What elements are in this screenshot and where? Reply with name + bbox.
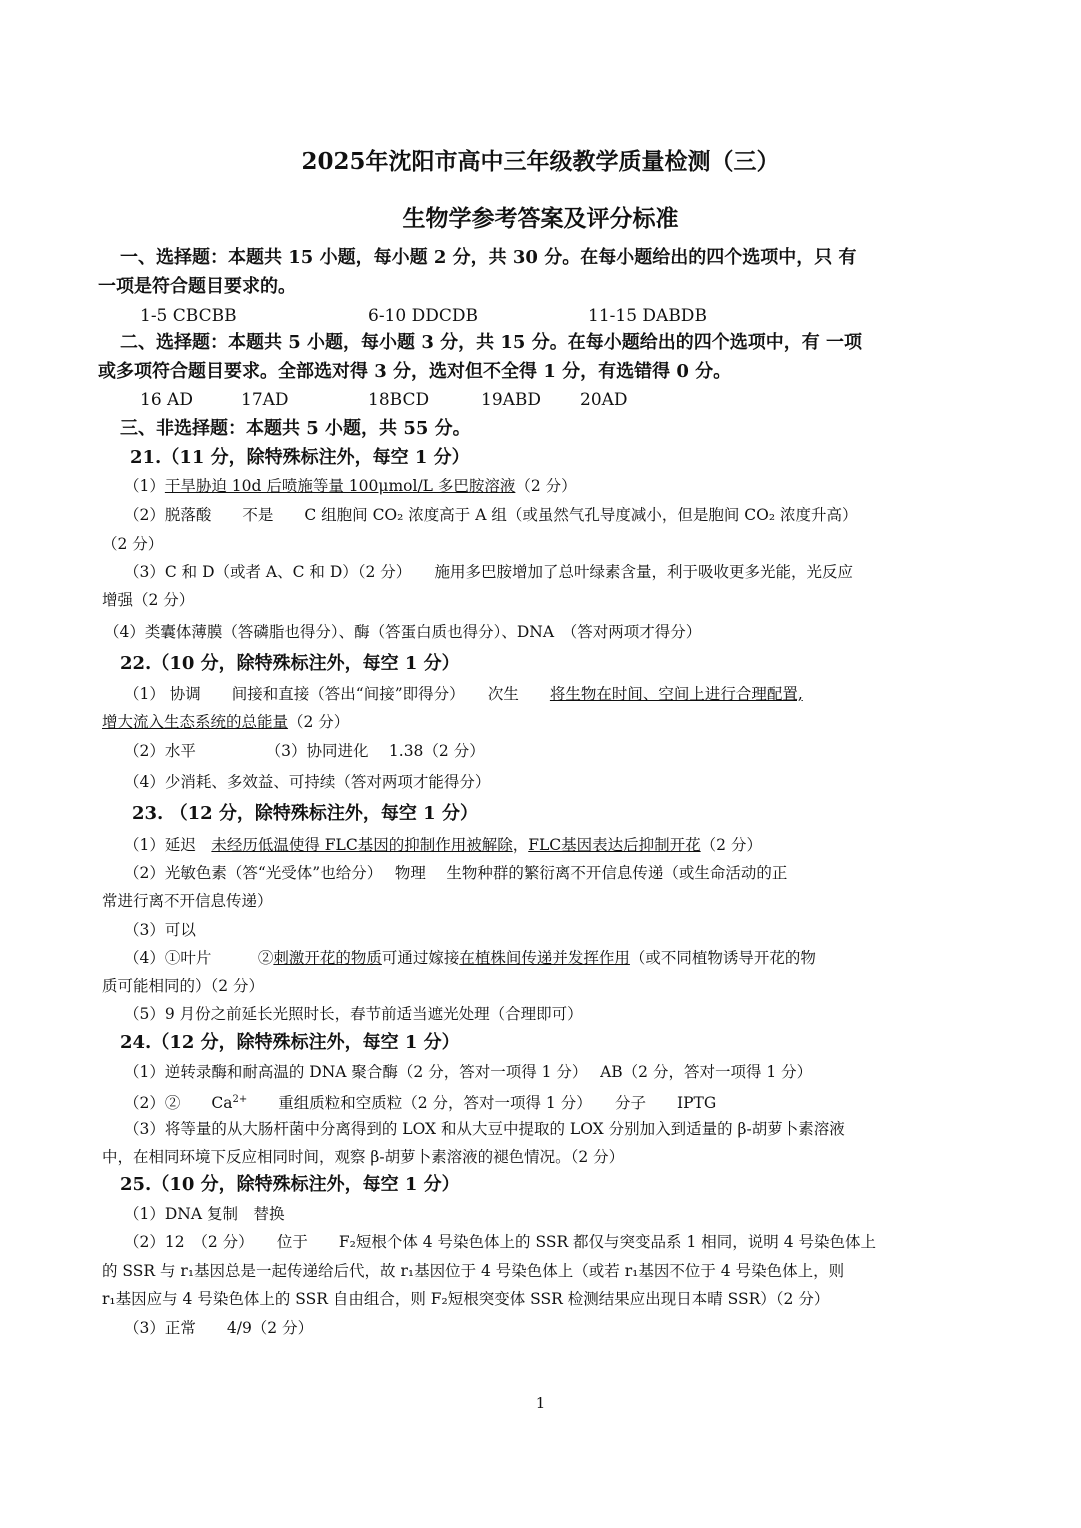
q24-answer-2: （2）② $Ca^{2+}$ 重组质粒和空质粒（2 分，答对一项得 1 分） 分子 IPTG (124, 1094, 717, 1113)
q22-answer-4: （4）少消耗、多效益、可持续（答对两项才能得分） (124, 773, 491, 791)
q21-answer-4: （4）类囊体薄膜（答磷脂也得分）、酶（答蛋白质也得分）、DNA （答对两项才得分） (104, 623, 702, 641)
q21-heading: 21.（11 分，除特殊标注外，每空 1 分） (130, 447, 470, 468)
q25-answer-1: （1）DNA 复制 替换 (124, 1205, 285, 1223)
q24-answer-3-line1: （3）将等量的从大肠杆菌中分离得到的 LOX 和从大豆中提取的 LOX 分别加入到适量的 β-胡萝卜素溶液 (124, 1120, 845, 1138)
q25-answer-3: （3）正常 4/9（2 分） (124, 1319, 314, 1337)
q23-answer-2-line1: （2）光敏色素（答“光受体”也给分） 物理 生物种群的繁衍离不开信息传递（或生命活动的正 (124, 864, 788, 882)
q22-answer-2-3: （2）水平 （3）协同进化 1.38（2 分） (124, 742, 485, 760)
q21-answer-2-line1: （2）脱落酸 不是 C 组胞间 CO₂ 浓度高于 A 组（或虽然气孔导度减小，但是胞间 CO₂ 浓度升高） (124, 506, 858, 524)
q21-answer-3-line1: （3）C 和 D（或者 A、C 和 D）（2 分） 施用多巴胺增加了总叶绿素含量，利于吸收更多光能，光反应 (124, 563, 854, 581)
q25-answer-2-line2: 的 SSR 与 r₁基因总是一起传递给后代，故 r₁基因位于 4 号染色体上（或若 r₁基因不位于 4 号染色体上，则 (102, 1262, 845, 1280)
section1-intro-line2: 一项是符合题目要求的。 (98, 276, 296, 297)
q25-heading: 25.（10 分，除特殊标注外，每空 1 分） (120, 1174, 460, 1195)
q24-heading: 24.（12 分，除特殊标注外，每空 1 分） (120, 1032, 460, 1053)
answer-11-15: 11-15 DABDB (588, 306, 707, 326)
q24-answer-3-line2: 中，在相同环境下反应相同时间，观察 β-胡萝卜素溶液的褪色情况。（2 分） (102, 1148, 625, 1166)
q23-answer-3: （3）可以 (124, 921, 196, 939)
section3-intro: 三、非选择题：本题共 5 小题，共 55 分。 (120, 418, 471, 439)
page-title: 2025年沈阳市高中三年级教学质量检测（三） (301, 148, 780, 175)
section2-intro-line2: 或多项符合题目要求。全部选对得 3 分，选对但不全得 1 分，有选错得 0 分。 (98, 361, 732, 382)
answer-16: 16 AD (140, 390, 193, 410)
q23-answer-1: （1）延迟 未经历低温使得 FLC基因的抑制作用被解除，FLC基因表达后抑制开花（2 分） (124, 836, 762, 854)
q23-answer-4-line1: （4）①叶片 ②刺激开花的物质可通过嫁接在植株间传递并发挥作用（或不同植物诱导开花的物 (124, 949, 816, 967)
q25-answer-2-line3: r₁基因应与 4 号染色体上的 SSR 自由组合，则 F₂短根突变体 SSR 检测结果应出现日本晴 SSR）（2 分） (102, 1290, 830, 1308)
page-subtitle: 生物学参考答案及评分标准 (402, 205, 679, 232)
section1-intro-line1: 一、选择题：本题共 15 小题，每小题 2 分，共 30 分。在每小题给出的四个选项中，只 有 (120, 247, 857, 268)
q22-answer-1-line2: 增大流入生态系统的总能量（2 分） (102, 713, 350, 731)
q21-answer-1: （1）干旱胁迫 10d 后喷施等量 100μmol/L 多巴胺溶液（2 分） (124, 477, 577, 495)
q24-answer-1: （1）逆转录酶和耐高温的 DNA 聚合酶（2 分，答对一项得 1 分） AB（2 分，答对一项得 1 分） (124, 1063, 813, 1081)
answer-6-10: 6-10 DDCDB (368, 306, 478, 326)
q22-heading: 22.（10 分，除特殊标注外，每空 1 分） (120, 653, 460, 674)
answer-17: 17AD (241, 390, 289, 410)
q21-answer-3-line2: 增强（2 分） (102, 591, 195, 609)
q23-answer-2-line2: 常进行离不开信息传递） (102, 892, 273, 910)
section2-intro-line1: 二、选择题：本题共 5 小题，每小题 3 分，共 15 分。在每小题给出的四个选项中，有 一项 (120, 332, 862, 353)
q25-answer-2-line1: （2）12 （2 分） 位于 F₂短根个体 4 号染色体上的 SSR 都仅与突变品系 1 相同，说明 4 号染色体上 (124, 1233, 876, 1251)
q21-answer-2-line2: （2 分） (102, 535, 164, 553)
answer-1-5: 1-5 CBCBB (140, 306, 237, 326)
q23-answer-5: （5）9 月份之前延长光照时长，春节前适当遮光处理（合理即可） (124, 1005, 583, 1023)
answer-18: 18BCD (368, 390, 430, 410)
answer-20: 20AD (580, 390, 628, 410)
answer-19: 19ABD (481, 390, 542, 410)
q23-answer-4-line2: 质可能相同的）（2 分） (102, 977, 265, 995)
page-number: 1 (535, 1394, 546, 1412)
q23-heading: 23. （12 分，除特殊标注外，每空 1 分） (132, 803, 478, 824)
q22-answer-1-line1: （1） 协调 间接和直接（答出“间接”即得分） 次生 将生物在时间、空间上进行合理配置, (124, 685, 803, 703)
